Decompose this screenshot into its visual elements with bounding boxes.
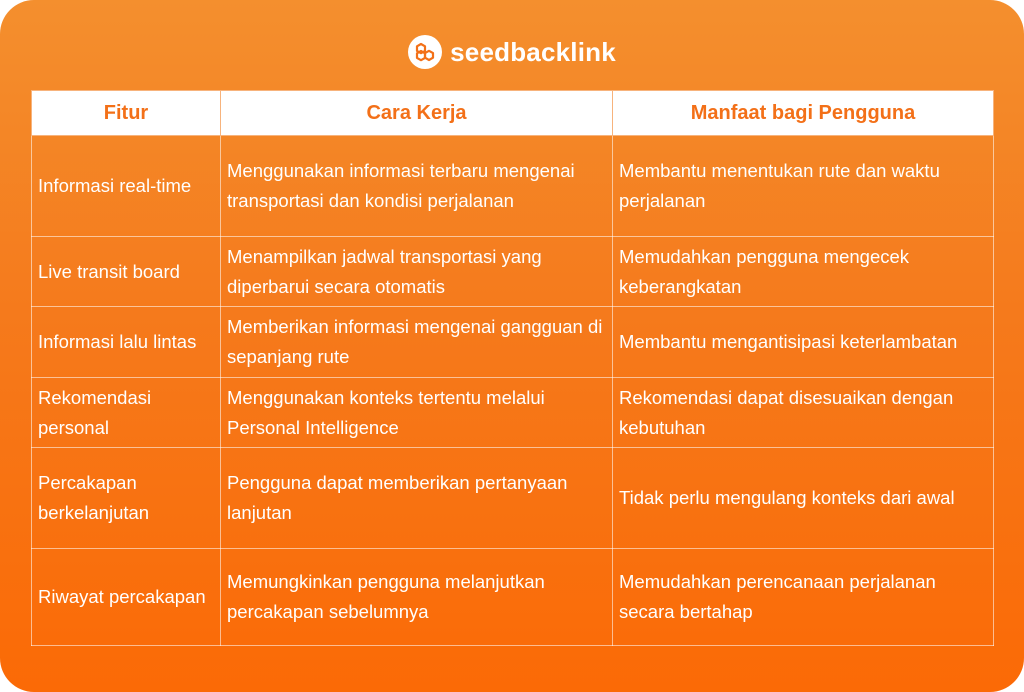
brand-header xyxy=(0,32,1024,72)
table-header-row xyxy=(32,91,994,136)
cell-fitur: Informasi real-time xyxy=(32,136,221,237)
cell-cara-kerja: Memungkinkan pengguna melanjutkan percakapan sebelumnya xyxy=(221,549,613,646)
cell-fitur: Riwayat percakapan xyxy=(32,549,221,646)
cell-cara-kerja: Menggunakan konteks tertentu melalui Personal Intelligence xyxy=(221,378,613,448)
cell-manfaat: Memudahkan perencanaan perjalanan secara bertahap xyxy=(613,549,994,646)
feature-table xyxy=(31,90,994,646)
header-manfaat: Manfaat bagi Pengguna xyxy=(613,91,994,136)
cell-manfaat: Rekomendasi dapat disesuaikan dengan kebutuhan xyxy=(613,378,994,448)
cell-cara-kerja: Menampilkan jadwal transportasi yang diperbarui secara otomatis xyxy=(221,237,613,307)
cell-cara-kerja: Memberikan informasi mengenai gangguan di sepanjang rute xyxy=(221,307,613,378)
table-row xyxy=(32,549,994,646)
header-cara-kerja: Cara Kerja xyxy=(221,91,613,136)
cell-manfaat: Membantu menentukan rute dan waktu perjalanan xyxy=(613,136,994,237)
table-row xyxy=(32,237,994,307)
cell-fitur: Rekomendasi personal xyxy=(32,378,221,448)
cell-cara-kerja: Pengguna dapat memberikan pertanyaan lanjutan xyxy=(221,448,613,549)
cell-fitur: Live transit board xyxy=(32,237,221,307)
cell-fitur: Informasi lalu lintas xyxy=(32,307,221,378)
cell-manfaat: Memudahkan pengguna mengecek keberangkatan xyxy=(613,237,994,307)
table-row xyxy=(32,378,994,448)
cell-cara-kerja: Menggunakan informasi terbaru mengenai transportasi dan kondisi perjalanan xyxy=(221,136,613,237)
table-row xyxy=(32,448,994,549)
brand-name: seedbacklink xyxy=(450,36,616,67)
hexagon-link-icon xyxy=(408,35,442,69)
table-row xyxy=(32,136,994,237)
cell-manfaat: Membantu mengantisipasi keterlambatan xyxy=(613,307,994,378)
cell-fitur: Percakapan berkelanjutan xyxy=(32,448,221,549)
header-fitur: Fitur xyxy=(32,91,221,136)
cell-manfaat: Tidak perlu mengulang konteks dari awal xyxy=(613,448,994,549)
table-row xyxy=(32,307,994,378)
